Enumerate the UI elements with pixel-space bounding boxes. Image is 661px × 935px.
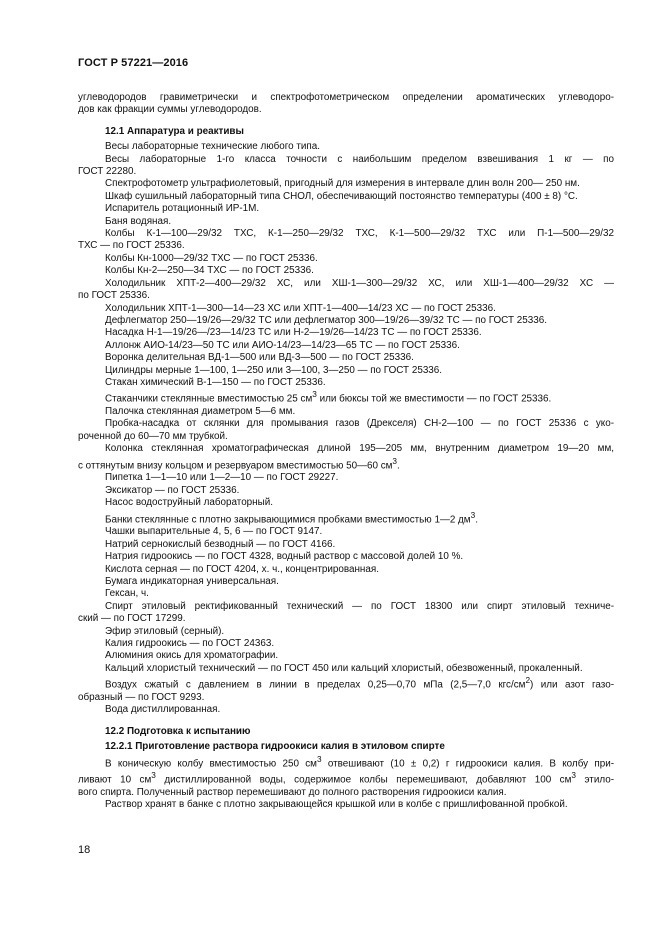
intro-line: углеводородов гравиметрически и спектрофотометрическом определении ароматических углеводоро- [78,92,614,103]
equipment-item-cont: по ГОСТ 25336. [78,290,150,302]
reagent-item-cont: ский — по ГОСТ 17299. [78,613,186,625]
paragraph-line: ливают 10 $см^3$ дистиллированной воды, содержимое колбы перемешивают, добавляют 100 $см^3$ этило- [78,771,615,786]
equipment-item: Баня водяная. [105,215,172,227]
equipment-item: Колонка стеклянная хроматографическая длиной 195—205 мм, внутренним диаметром 19—20 мм, [105,443,614,455]
equipment-item: Воронка делительная ВД-1—500 или ВД-3—500 — по ГОСТ 25336. [105,352,414,364]
equipment-item: Колбы К-1—100—29/32 ТХС, К-1—250—29/32 ТХС, К-1—500—29/32 ТХС или П-1—500—29/32 [105,228,614,240]
reagent-item: Натрий сернокислый безводный — по ГОСТ 4166. [105,538,336,550]
reagent-item: Спирт этиловый ректификованный технический — по ГОСТ 18300 или спирт этиловый техниче- [105,600,614,612]
equipment-item: Весы лабораторные технические любого типа. [105,141,321,153]
equipment-item: Палочка стеклянная диаметром 5—6 мм. [105,406,296,418]
equipment-item: Колбы Кн-1000—29/32 ТХС — по ГОСТ 25336. [105,252,318,264]
paragraph-line: Раствор хранят в банке с плотно закрывающейся крышкой или в колбе с пришлифованной пробкой. [105,799,568,811]
reagent-item: Бумага индикаторная универсальная. [105,575,279,587]
reagent-item: Натрия гидроокись — по ГОСТ 4328, водный раствор с массовой долей 10 %. [105,551,464,563]
equipment-item-cont: роченной до 60—70 мм трубкой. [78,430,228,442]
equipment-item: Цилиндры мерные 1—100, 1—250 или 3—100, 3—250 — по ГОСТ 25336. [105,364,443,376]
equipment-item: Весы лабораторные 1-го класса точности с наибольшим пределом взвешивания 1 кг — по [105,153,614,165]
equipment-item: Дефлегматор 250—19/26—29/32 ТС или дефлегматор 300—19/26—39/32 ТС — по ГОСТ 25336. [105,314,547,326]
equipment-item: Шкаф сушильный лабораторный типа СНОЛ, обеспечивающий постоянство температуры (400 ± 8) °С. [105,190,578,202]
subsection-heading-12-2-1: 12.2.1 Приготовление раствора гидроокиси калия в этиловом спирте [105,741,445,753]
equipment-item-jars: Банки стеклянные с плотно закрывающимися пробками вместимостью 1—2 $дм^3$. [105,510,478,525]
equipment-item: Холодильник ХПТ-1—300—14—23 ХС или ХПТ-1—400—14/23 ХС — по ГОСТ 25336. [105,302,496,314]
equipment-item-cont: ГОСТ 22280. [78,166,137,178]
reagent-item: Вода дистиллированная. [105,704,221,716]
document-body [78,92,614,812]
paragraph-line: В коническую колбу вместимостью 250 $см^3$ отвешивают (10 ± 0,2) г гидроокиси калия. В колбу при- [105,754,614,769]
equipment-item: Чашки выпарительные 4, 5, 6 — по ГОСТ 9147. [105,526,323,538]
equipment-item: Пипетка 1—1—10 или 1—2—10 — по ГОСТ 29227. [105,472,339,484]
equipment-item: Холодильник ХПТ-2—400—29/32 ХС, или ХШ-1—300—29/32 ХС, или ХШ-1—400—29/32 ХС — [105,277,614,289]
reagent-item: Кальций хлористый технический — по ГОСТ 450 или кальций хлористый, обезвоженный, прокаленный. [105,662,583,674]
equipment-item: Аллонж АИО-14/23—50 ТС или АИО-14/23—14/23—65 ТС — по ГОСТ 25336. [105,339,460,351]
equipment-item: Колбы Кн-2—250—34 ТХС — по ГОСТ 25336. [105,265,314,277]
reagent-item-air: Воздух сжатый с давлением в линии в пределах 0,25—0,70 мПа (2,5—7,0 кгс/$см^2$) или азот газо- [105,676,614,691]
reagent-item: Калия гидроокись — по ГОСТ 24363. [105,637,275,649]
equipment-item: Испаритель ротационный ИР-1М. [105,203,260,215]
equipment-item-cont: ТХС — по ГОСТ 25336. [78,240,185,252]
reagent-item: Алюминия окись для хроматографии. [105,650,279,662]
reagent-item: Кислота серная — по ГОСТ 4204, х. ч., концентрированная. [105,563,379,575]
document-header: ГОСТ Р 57221—2016 [78,57,189,69]
reagent-item: Гексан, ч. [105,588,149,600]
intro-line: дов как фракции суммы углеводородов. [78,104,262,116]
equipment-item: Спектрофотометр ультрафиолетовый, пригодный для измерения в интервале длин волн 200— 250 нм. [105,178,580,190]
equipment-item: Насос водоструйный лабораторный. [105,497,273,509]
section-heading-12-2: 12.2 Подготовка к испытанию [105,725,251,737]
reagent-item: Эфир этиловый (серный). [105,625,225,637]
page-number: 18 [78,844,91,856]
equipment-item: Стакан химический В-1—150 — по ГОСТ 25336. [105,376,326,388]
section-heading-12-1: 12.1 Аппаратура и реактивы [105,125,244,137]
equipment-item-beakers: Стаканчики стеклянные вместимостью 25 $см^3$ или бюксы той же вместимости — по ГОСТ 25336. [105,390,552,405]
reagent-item-cont: образный — по ГОСТ 9293. [78,691,205,703]
equipment-item: Насадка Н-1—19/26—/23—14/23 ТС или Н-2—19/26—14/23 ТС — по ГОСТ 25336. [105,327,482,339]
paragraph-line: вого спирта. Полученный раствор перемешивают до полного растворения гидроокиси калия. [78,786,507,798]
equipment-item: Пробка-насадка от склянки для промывания газов (Дрекселя) СН-2—100 — по ГОСТ 25336 с уко- [105,418,614,430]
equipment-item: Эксикатор — по ГОСТ 25336. [105,484,240,496]
equipment-item-cont: с оттянутым внизу кольцом и резервуаром вместимостью 50—60 $см^3$. [78,456,400,471]
